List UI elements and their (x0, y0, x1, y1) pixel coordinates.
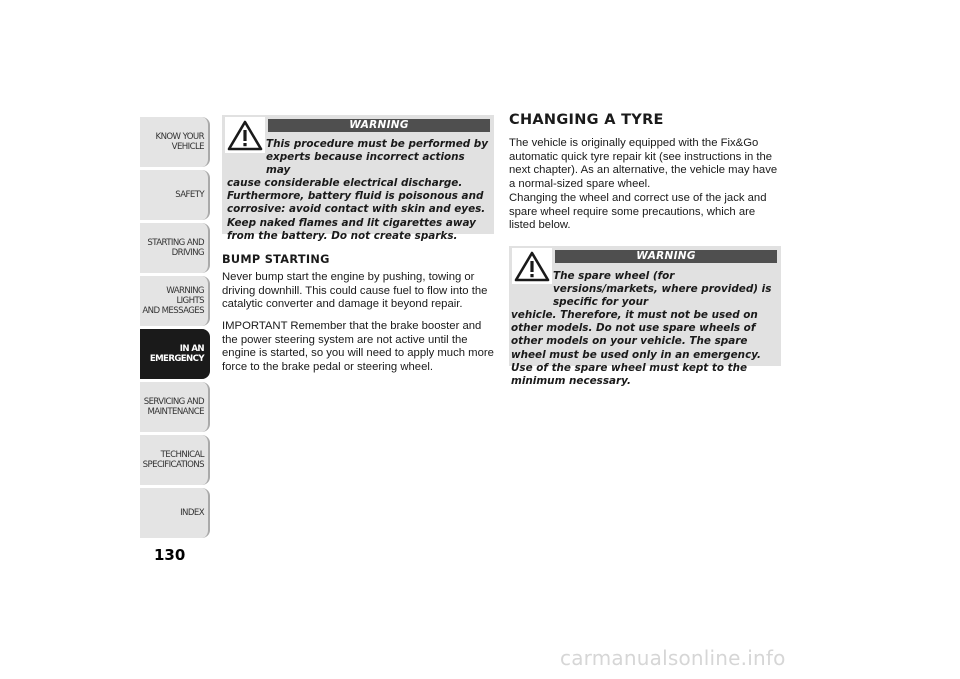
tab-index[interactable] (140, 488, 210, 538)
tab-label: IN AN EMERGENCY (149, 344, 204, 364)
changing-tyre-heading: CHANGING A TYRE (509, 112, 664, 128)
warning-text (227, 138, 491, 243)
bump-starting-heading: BUMP STARTING (222, 253, 330, 266)
warning-body: vehicle. Therefore, it must not be used on other models. Do not use spare wheels of other models on your vehicle. The spare wheel must be used only in an emergency. Use of the spare wheel must kept to the minimum necessary. (511, 309, 761, 387)
tab-technical-specifications[interactable] (140, 435, 210, 485)
warning-body: cause considerable electrical discharge. Furthermore, battery fluid is poisonous and corrosive: avoid contact with skin and eyes. Keep naked flames and lit cigarettes away from the battery. Do not create sparks. (227, 177, 486, 242)
tab-safety[interactable] (140, 170, 210, 220)
tab-label: KNOW YOUR VEHICLE (155, 132, 204, 152)
tab-label: SAFETY (175, 190, 204, 200)
spare-wheel-warning-box (509, 246, 781, 387)
warning-title: WARNING (555, 250, 777, 263)
warning-title: WARNING (268, 119, 490, 132)
tab-label: INDEX (180, 508, 204, 518)
changing-tyre-para-2: Changing the wheel and correct use of the jack and spare wheel require some precautions, which are listed below. (509, 192, 767, 231)
tab-label: WARNING LIGHTS AND MESSAGES (142, 286, 204, 316)
tab-label: SERVICING AND MAINTENANCE (143, 397, 204, 417)
tab-warning-lights[interactable] (140, 276, 210, 326)
bump-starting-para-2: IMPORTANT Remember that the brake booster and the power steering system are not active until the engine is started, so you will need to apply much more force to the brake pedal or steering wheel. (222, 320, 494, 373)
bump-starting-para-1: Never bump start the engine by pushing, towing or driving downhill. This could cause fuel to flow into the catalytic converter and damage it beyond repair. (222, 271, 488, 310)
tab-in-an-emergency[interactable] (140, 329, 210, 379)
tab-label: STARTING AND DRIVING (147, 238, 204, 258)
warning-lead: This procedure must be performed by experts because incorrect actions may (266, 138, 489, 177)
watermark: carmanualsonline.info (560, 646, 786, 670)
tab-know-your-vehicle[interactable] (140, 117, 210, 167)
battery-warning-box (222, 115, 494, 242)
warning-text (511, 270, 778, 388)
tab-label: TECHNICAL SPECIFICATIONS (142, 450, 204, 470)
changing-tyre-para-1: The vehicle is originally equipped with the Fix&Go automatic quick tyre repair kit (see instructions in the next chapter). As an alternative, the vehicle may have a normal-sized spare wheel. (509, 137, 778, 190)
page-number: 130 (154, 546, 186, 564)
tab-servicing-and-maintenance[interactable] (140, 382, 210, 432)
tab-starting-and-driving[interactable] (140, 223, 210, 273)
warning-lead: The spare wheel (for versions/markets, where provided) is specific for your (553, 270, 772, 309)
